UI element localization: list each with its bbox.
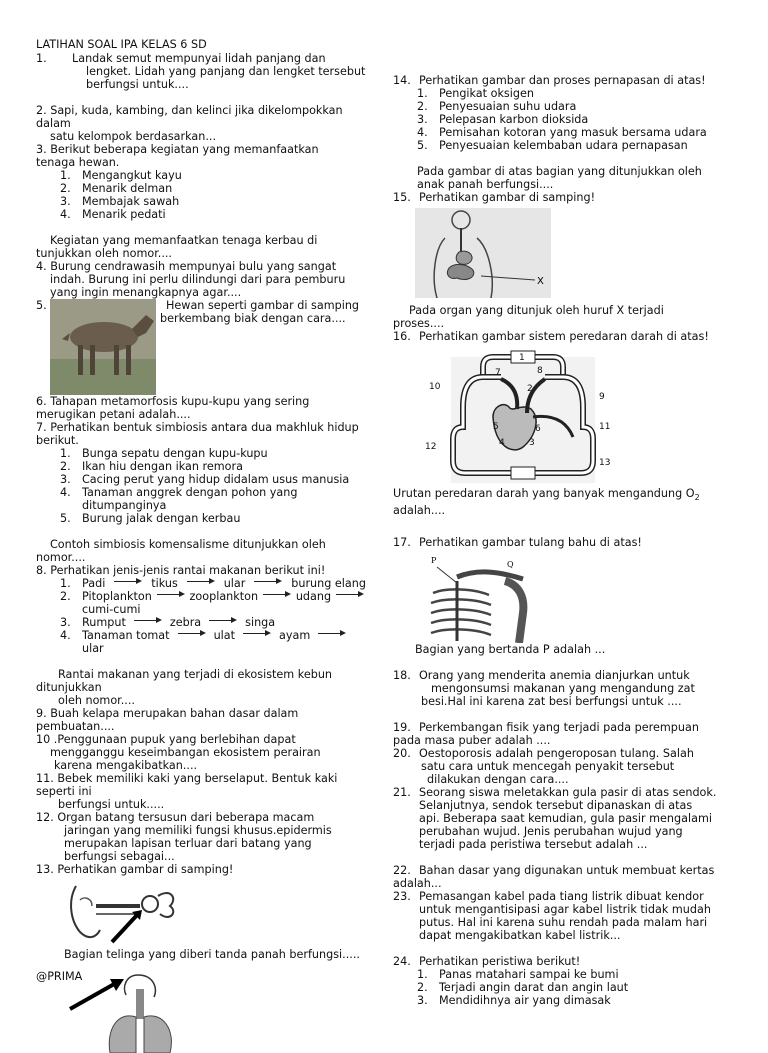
label-3: 3	[529, 438, 535, 448]
option-item: 4. Pemisahan kotoran yang masuk bersama udara	[417, 126, 707, 139]
label-5: 5	[493, 422, 499, 432]
worksheet-title: LATIHAN SOAL IPA KELAS 6 SD	[36, 38, 207, 51]
ear-diagram	[66, 876, 186, 946]
label-11: 11	[599, 422, 611, 432]
figure-label-x: X	[537, 276, 544, 287]
question-22: 22. Bahan dasar yang digunakan untuk membuat kertas	[393, 864, 715, 878]
question-7: 7. Perhatikan bentuk simbiosis antara dua makhluk hidup berikut. 1. Bunga sepatu dengan kupu-kupu 2. Ikan hiu dengan ikan remora 3. Cacing perut yang hidup didalam usus manusia 4. Tanaman anggrek dengan pohon yang ditumpanginya 5. Burung jalak dengan kerbau Contoh simbiosis komensalisme ditunjukkan oleh nomor....	[36, 421, 372, 564]
goat-image	[50, 299, 156, 395]
arrow-icon	[157, 590, 185, 598]
question-17: 17. Perhatikan gambar tulang bahu di atas!	[393, 536, 642, 550]
label-9: 9	[599, 392, 605, 402]
label-8: 8	[537, 366, 543, 376]
food-chain-4: 4. Tanaman tomat ulat ayam	[36, 629, 372, 642]
question-5: 5. Hewan seperti gambar di samping berkembang biak dengan cara....	[36, 299, 372, 395]
option-item: 1. Bunga sepatu dengan kupu-kupu	[60, 447, 268, 460]
option-item: 2. Menarik delman	[60, 182, 173, 195]
label-1: 1	[519, 353, 525, 363]
label-p: P	[431, 556, 437, 566]
food-chain-2: 2. Pitoplankton zooplankton udang	[36, 590, 372, 603]
question-12: 12. Organ batang tersusun dari beberapa macam jaringan yang memiliki fungsi khusus.epidermis merupakan lapisan terluar dari batang yang berfungsi sebagai...	[36, 811, 332, 863]
question-18: 18. Orang yang menderita anemia dianjurkan untuk mengonsumsi makanan yang mengandung zat besi.Hal ini karena zat besi berfungsi untuk ....	[393, 669, 695, 709]
label-13: 13	[599, 458, 611, 468]
question-4: 4. Burung cendrawasih mempunyai bulu yang sangat indah. Burung ini perlu dilindungi dari para pemburu yang ingin menangkapnya agar....	[36, 260, 346, 299]
option-item: 3. Membajak sawah	[60, 195, 180, 208]
label-2: 2	[527, 384, 533, 394]
arrow-icon	[178, 629, 206, 637]
question-8: 8. Perhatikan jenis-jenis rantai makanan berikut ini! 1. Padi tikus ular burung elang 2. Pitoplankton zooplankton udang cumi-cumi 3. Rumput zebra singa 4. Tanaman tomat ulat ayam ular Rantai makanan yang terjadi di ekosistem kebun ditunjukkan oleh nomor....	[36, 564, 372, 707]
question-11: 11. Bebek memiliki kaki yang berselaput. Bentuk kaki seperti ini berfungsi untuk.....	[36, 772, 338, 811]
question-16: 16. Perhatikan gambar sistem peredaran darah di atas!	[393, 330, 709, 343]
option-item: 2. Penyesuaian suhu udara	[417, 100, 577, 113]
option-item: 4. Tanaman anggrek dengan pohon yang ditumpanginya	[60, 486, 298, 512]
option-item: 1. Pengikat oksigen	[417, 87, 534, 100]
left-column	[36, 38, 372, 1053]
option-item: 3. Mendidihnya air yang dimasak	[417, 994, 611, 1008]
arrow-icon	[134, 616, 162, 624]
option-item: 1. Mengangkut kayu	[60, 169, 182, 182]
question-1: 1. Landak semut mempunyai lidah panjang dan lengket. Lidah yang panjang dan lengket tersebut berfungsi untuk....	[36, 52, 366, 91]
option-item: 3. Pelepasan karbon dioksida	[417, 113, 589, 126]
question-10: 10 .Penggunaan pupuk yang berlebihan dapat mengganggu keseimbangan ekosistem perairan karena mengakibatkan....	[36, 733, 321, 772]
question-23: 23. Pemasangan kabel pada tiang listrik dibuat kendor untuk mengantisipasi agar kabel listrik tidak mudah putus. Hal ini karena suhu rendah pada malam hari dapat mengakibatkan kabel listrik...	[393, 890, 711, 943]
shoulder-bone-diagram	[427, 553, 537, 643]
arrow-icon	[187, 577, 215, 585]
label-10: 10	[429, 382, 441, 392]
arrow-icon	[114, 577, 142, 585]
question-19: 19. Perkembangan fisik yang terjadi pada perempuan	[393, 721, 699, 735]
question-6: 6. Tahapan metamorfosis kupu-kupu yang sering merugikan petani adalah....	[36, 395, 310, 421]
question-15: 15. Perhatikan gambar di samping!	[393, 191, 596, 204]
digestive-diagram	[415, 208, 565, 298]
label-12: 12	[425, 442, 437, 452]
option-item: 5. Penyesuaian kelembaban udara pernapasan	[417, 139, 688, 152]
question-3-options	[36, 169, 372, 221]
option-item: 4. Menarik pedati	[60, 208, 166, 221]
question-14: 14. Perhatikan gambar dan proses pernapasan di atas!	[393, 74, 706, 87]
footer-watermark: @PRIMA	[36, 970, 83, 983]
question-20: 20. Oestoporosis adalah pengeroposan tulang. Salah satu cara untuk mencegah penyakit tersebut dilakukan dengan cara....	[393, 747, 694, 787]
food-chain-1: 1. Padi tikus ular burung elang	[60, 577, 366, 590]
question-21: 21. Seorang siswa meletakkan gula pasir di atas sendok. Selanjutnya, sendok tersebut dipanaskan di atas api. Beberapa saat kemudian, gula pasir mengalami perubahan wujud. Jenis perubahan wujud yang terjadi pada peristiwa tersebut adalah ...	[393, 786, 717, 852]
option-item: 2. Terjadi angin darat dan angin laut	[417, 981, 629, 995]
question-9: 9. Buah kelapa merupakan bahan dasar dalam pembuatan....	[36, 707, 299, 733]
option-item: 5. Burung jalak dengan kerbau	[60, 512, 241, 525]
food-chain-3: 3. Rumput zebra singa	[60, 616, 276, 629]
arrow-icon	[209, 616, 237, 624]
label-4: 4	[499, 438, 505, 448]
question-14-options	[393, 87, 738, 152]
circulatory-diagram	[423, 347, 623, 485]
question-24-options	[393, 968, 738, 1007]
option-item: 1. Panas matahari sampai ke bumi	[417, 968, 619, 982]
question-24: 24. Perhatikan peristiwa berikut!	[393, 955, 581, 969]
option-item: 3. Cacing perut yang hidup didalam usus manusia	[60, 473, 350, 486]
respiratory-diagram	[66, 969, 216, 1053]
question-3: 3. Berikut beberapa kegiatan yang memanfaatkan tenaga hewan. 1. Mengangkut kayu 2. Menarik delman 3. Membajak sawah 4. Menarik pedati Kegiatan yang memanfaatkan tenaga kerbau di tunjukkan oleh nomor....	[36, 143, 372, 260]
question-16-answer-line: Urutan peredaran darah yang banyak mengandung $O_2$	[393, 487, 700, 503]
question-2: 2. Sapi, kuda, kambing, dan kelinci jika dikelompokkan dalam satu kelompok berdasarkan...	[36, 104, 343, 143]
arrow-icon	[263, 590, 291, 598]
label-7: 7	[495, 368, 501, 378]
option-item: 2. Ikan hiu dengan ikan remora	[60, 460, 243, 473]
arrow-icon	[336, 590, 364, 598]
arrow-icon	[254, 577, 282, 585]
arrow-icon	[318, 629, 346, 637]
label-6: 6	[535, 424, 541, 434]
right-column: 14. Perhatikan gambar dan proses pernapasan di atas! 1. Pengikat oksigen 2. Penyesuaian suhu udara 3. Pelepasan karbon dioksida 4. Pemisahan kotoran yang masuk bersama udara 5. Penyesuaian kelembaban udara pernapasan Pada gambar di atas bagian yang ditunjukkan oleh anak panah berfungsi.... 15. Perhatikan gambar di samping! X Pada organ yang ditunjuk oleh huruf X terjadi proses.... 16. Perhatikan gambar sistem peredaran darah di atas! 1 2 3 4 5 6 7 8 9 10 11 12 13 Urutan peredaran darah yang banyak mengandung $O_2$ adalah.... 17. Perhatikan gambar tulang bahu di atas! P Q Bagian yang bertanda P adalah ... 18. Orang yang menderita anemia dianjurkan untuk mengonsumsi makanan yang mengandung zat besi.Hal ini karena zat besi berfungsi untuk .... 19. Perkembangan fisik yang terjadi pada perempuan pada masa puber adalah .... 20. Oestoporosis adalah pengeroposan tulang. Salah satu cara untuk mencegah penyakit tersebut dilakukan dengan cara.... 21. Seorang siswa meletakkan gula pasir di atas sendok. Selanjutnya, sendok tersebut dipanaskan di atas api. Beberapa saat kemudian, gula pasir mengalami perubahan wujud. Jenis perubahan wujud yang terjadi pada peristiwa tersebut adalah ... 22. Bahan dasar yang digunakan untuk membuat kertas adalah... 23. Pemasangan kabel pada tiang listrik dibuat kendor untuk mengantisipasi agar kabel listrik tidak mudah putus. Hal ini karena suhu rendah pada malam hari dapat mengakibatkan kabel listrik... 24. Perhatikan peristiwa berikut! 1. Panas matahari sampai ke bumi 2. Terjadi angin darat dan angin laut 3. Mendidihnya air yang dimasak	[393, 74, 738, 1007]
question-13: 13. Perhatikan gambar di samping! Bagian telinga yang diberi tanda panah berfungsi.....	[36, 863, 372, 1053]
question-7-options	[36, 447, 372, 525]
arrow-icon	[243, 629, 271, 637]
label-q: Q	[507, 560, 514, 570]
